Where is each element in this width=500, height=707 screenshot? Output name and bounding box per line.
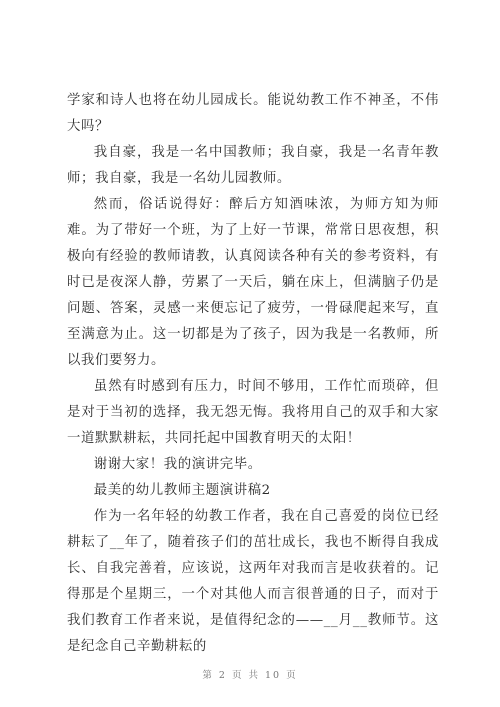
paragraph-1: 学家和诗人也将在幼儿园成长。能说幼教工作不神圣，不伟大吗？ [67, 93, 439, 134]
document-body [67, 88, 439, 660]
paragraph-4: 虽然有时感到有压力，时间不够用，工作忙而琐碎，但是对于当初的选择，我无怨无悔。我将用自己的双手和大家一道默默耕耘，共同托起中国教育明天的太阳！ [67, 379, 439, 446]
paragraph-5: 谢谢大家！我的演讲完毕。 [93, 457, 262, 472]
section-heading: 最美的幼儿教师主题演讲稿2 [93, 483, 271, 498]
paragraph-2: 我自豪，我是一名中国教师；我自豪，我是一名青年教师；我自豪，我是一名幼儿园教师。 [67, 145, 439, 186]
paragraph-3: 然而，俗话说得好：醉后方知酒味浓，为师方知为师难。为了带好一个班，为了上好一节课，常常日思夜想，积极向有经验的教师请教，认真阅读各种有关的参考资料，有时已是夜深人静，劳累了一天后，躺在床上，但满脑子仍是问题、答案，灵感一来便忘记了疲劳，一骨碌爬起来写，直至满意为止。这一切都是为了孩子，因为我是一名教师，所以我们要努力。 [67, 197, 439, 368]
paragraph-6: 作为一名年轻的幼教工作者，我在自己喜爱的岗位已经耕耘了__年了，随着孩子们的茁壮成长，我也不断得自我成长、自我完善着，应该说，这两年对我而言是收获着的。记得那是个星期三，一个对其他人而言很普通的日子，而对于我们教育工作者来说，是值得纪念的——__月__教师节。这是纪念自己辛勤耕耘的 [67, 509, 439, 654]
page-number: 第 2 页 共 10 页 [202, 670, 298, 681]
